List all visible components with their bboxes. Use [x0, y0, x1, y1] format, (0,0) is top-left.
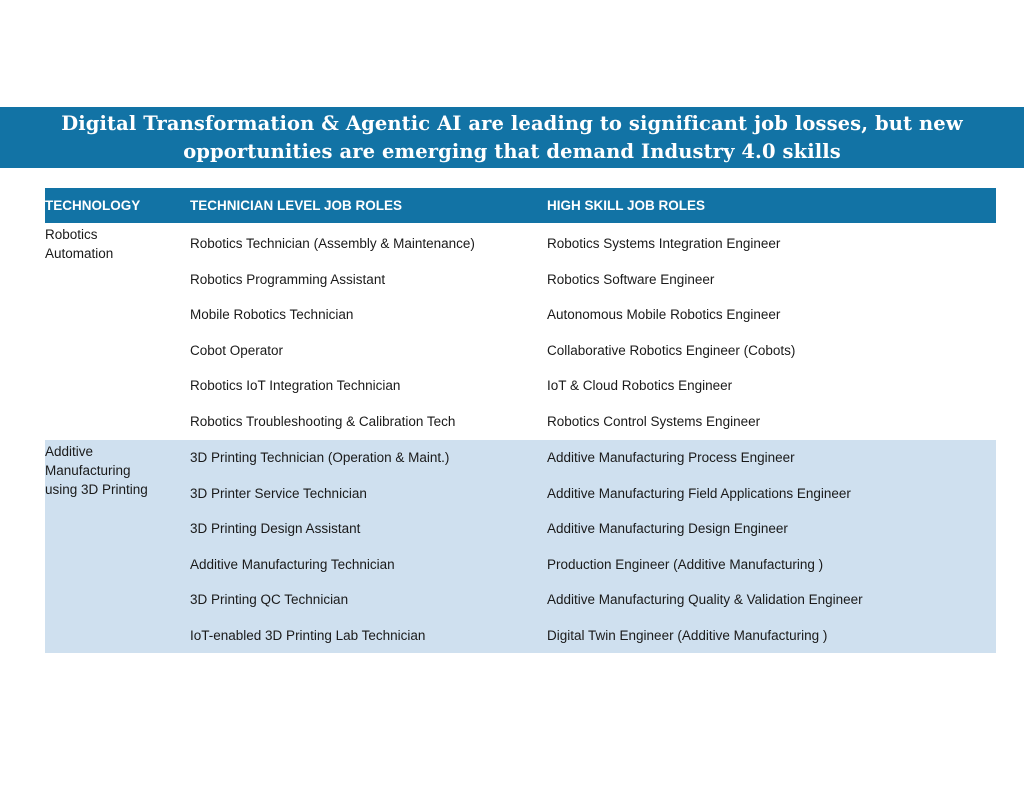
header-technology: TECHNOLOGY [45, 198, 141, 213]
title-line-1: Digital Transformation & Agentic AI are leading to significant job losses, but new [61, 111, 963, 135]
technology-line: Additive [45, 444, 94, 459]
high-skill-role-cell: Collaborative Robotics Engineer (Cobots) [547, 342, 796, 358]
job-roles-table [45, 188, 996, 653]
high-skill-role-cell: Robotics Software Engineer [547, 271, 715, 287]
technology-line: Robotics [45, 227, 98, 242]
technician-role-cell: 3D Printing Design Assistant [190, 521, 361, 537]
technician-role-cell: Robotics Programming Assistant [190, 271, 386, 287]
table-row [190, 476, 996, 512]
high-skill-role-cell: Robotics Control Systems Engineer [547, 413, 761, 429]
title-banner [0, 107, 1024, 168]
high-skill-role-cell: IoT & Cloud Robotics Engineer [547, 378, 733, 394]
technician-role-cell: Additive Manufacturing Technician [190, 556, 395, 572]
group-rows [190, 440, 996, 653]
high-skill-role-cell: Additive Manufacturing Field Applications Engineer [547, 485, 851, 501]
table-row [190, 404, 996, 440]
table-row [190, 547, 996, 583]
technician-role-cell: Robotics Technician (Assembly & Maintenance) [190, 236, 475, 252]
high-skill-role-cell: Additive Manufacturing Quality & Validation Engineer [547, 592, 863, 608]
high-skill-role-cell: Robotics Systems Integration Engineer [547, 236, 781, 252]
technology-cell [45, 223, 190, 440]
technology-line: Automation [45, 246, 114, 261]
technology-line: using 3D Printing [45, 482, 148, 497]
title-line-2: opportunities are emerging that demand Industry 4.0 skills [183, 139, 841, 163]
technology-cell [45, 440, 190, 653]
table-row [190, 333, 996, 369]
group-additive-manufacturing [45, 440, 996, 653]
table-row [190, 297, 996, 333]
technician-role-cell: 3D Printer Service Technician [190, 485, 367, 501]
table-row [190, 226, 996, 262]
group-rows [190, 223, 996, 440]
high-skill-role-cell: Production Engineer (Additive Manufacturing ) [547, 556, 824, 572]
table-row [190, 618, 996, 654]
technician-role-cell: 3D Printing Technician (Operation & Maint.) [190, 450, 450, 466]
high-skill-role-cell: Autonomous Mobile Robotics Engineer [547, 307, 781, 323]
technician-role-cell: Cobot Operator [190, 342, 284, 358]
table-row [190, 582, 996, 618]
group-robotics-automation [45, 223, 996, 440]
technician-role-cell: Robotics Troubleshooting & Calibration Tech [190, 413, 456, 429]
technician-role-cell: 3D Printing QC Technician [190, 592, 349, 608]
header-technician-roles: TECHNICIAN LEVEL JOB ROLES [190, 198, 403, 213]
high-skill-role-cell: Additive Manufacturing Process Engineer [547, 450, 795, 466]
technology-line: Manufacturing [45, 463, 131, 478]
table-row [190, 440, 996, 476]
technician-role-cell: IoT-enabled 3D Printing Lab Technician [190, 627, 426, 643]
high-skill-role-cell: Additive Manufacturing Design Engineer [547, 521, 788, 537]
header-high-skill-roles: HIGH SKILL JOB ROLES [547, 198, 706, 213]
technician-role-cell: Robotics IoT Integration Technician [190, 378, 401, 394]
table-row [190, 368, 996, 404]
high-skill-role-cell: Digital Twin Engineer (Additive Manufacturing ) [547, 627, 828, 643]
technician-role-cell: Mobile Robotics Technician [190, 307, 354, 323]
table-row [190, 511, 996, 547]
table-header-row [45, 188, 996, 223]
table-row [190, 262, 996, 298]
